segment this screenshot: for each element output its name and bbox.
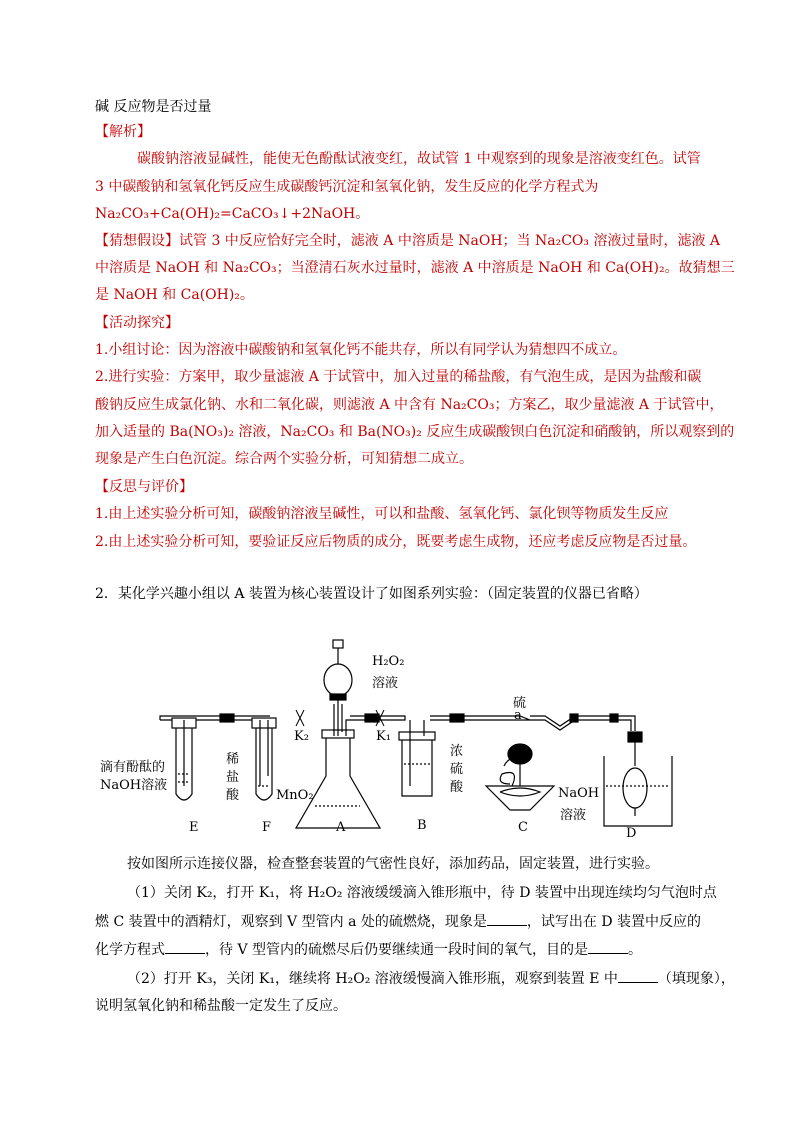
h2o2-label-1: H₂O₂ — [372, 654, 405, 669]
activity-line-1: 1.小组讨论：因为溶液中碳酸钠和氢氧化钙不能共存，所以有同学认为猜想四不成立。 — [95, 342, 627, 358]
q3a-text: （2）打开 K₃，关闭 K₁，继续将 H₂O₂ 溶液缓慢滴入锥形瓶，观察到装置 E 中 — [127, 971, 618, 987]
hypothesis-text-1: 试管 3 中反应恰好完全时，滤液 A 中溶质是 NaOH；当 Na₂CO₃ 溶液过量时，滤液 A — [179, 233, 721, 249]
reflection-line-1: 1.由上述实验分析可知，碳酸钠溶液呈碱性，可以和盐酸、氢氧化钙、氯化钡等物质发生反应 — [95, 506, 669, 522]
b-desc-2: 硫 — [450, 762, 464, 777]
heading-reflection: 【反思与评价】 — [95, 479, 193, 495]
question-para-1: 按如图所示连接仪器，检查整套装置的气密性良好，添加药品，固定装置，进行实验。 — [127, 856, 659, 872]
q2c-end: 。 — [628, 942, 643, 958]
b-desc-1: 浓 — [450, 744, 464, 759]
point-a-label: a — [514, 708, 522, 723]
hypothesis-line-1 — [95, 231, 720, 251]
heading-activity: 【活动探究】 — [95, 315, 179, 331]
question-title: 2．某化学兴趣小组以 A 装置为核心装置设计了如图系列实验：（固定装置的仪器已省略） — [95, 586, 648, 602]
heading-analysis: 【解析】 — [95, 124, 151, 140]
label-f: F — [262, 820, 272, 835]
label-c: C — [518, 820, 528, 835]
analysis-line-1: 碳酸钠溶液显碱性，能使无色酚酞试液变红，故试管 1 中观察到的现象是溶液变红色。试管 — [137, 151, 701, 167]
f-desc-2: 盐 — [226, 770, 240, 785]
question-para-3a — [127, 968, 735, 989]
label-d: D — [626, 826, 637, 841]
d-desc-2: 溶液 — [560, 808, 587, 823]
f-desc-3: 酸 — [226, 788, 240, 803]
q2b-end: ，试写出在 D 装置中反应的 — [526, 914, 701, 930]
activity-line-4: 加入适量的 Ba(NO₃)₂ 溶液，Na₂CO₃ 和 Ba(NO₃)₂ 反应生成碳酸钡白色沉淀和硝酸钠，所以观察到的 — [95, 424, 735, 440]
question-para-2a: （1）关闭 K₂，打开 K₁，将 H₂O₂ 溶液缓缓滴入锥形瓶中，待 D 装置中出现连续均匀气泡时点 — [127, 885, 717, 901]
q2c-mid: ，待 V 型管内的硫燃尽后仍要继续通一段时间的氧气，目的是 — [205, 942, 589, 958]
label-b: B — [417, 818, 427, 833]
reflection-line-2: 2.由上述实验分析可知，要验证反应后物质的成分，既要考虑生成物，还应考虑反应物是否过量。 — [95, 534, 697, 550]
heading-hypothesis: 【猜想假设】 — [95, 233, 179, 249]
k2-label: K₂ — [294, 729, 309, 744]
f-desc-1: 稀 — [226, 752, 240, 767]
hypothesis-line-3: 是 NaOH 和 Ca(OH)₂。 — [95, 287, 254, 303]
sulfur-label: 硫 — [513, 696, 527, 711]
activity-line-5: 现象是产生白色沉淀。综合两个实验分析，可知猜想二成立。 — [95, 451, 473, 467]
label-e: E — [189, 820, 199, 835]
q2c-text: 化学方程式 — [95, 942, 165, 958]
answer-line: 碱 反应物是否过量 — [95, 99, 212, 115]
h2o2-label-2: 溶液 — [372, 676, 399, 691]
analysis-line-3: Na₂CO₃+Ca(OH)₂=CaCO₃↓+2NaOH。 — [95, 206, 370, 222]
e-desc-1: 滴有酚酞的 — [100, 760, 166, 775]
answer-blank-4[interactable] — [618, 968, 658, 983]
analysis-line-2: 3 中碳酸钠和氢氧化钙反应生成碳酸钙沉淀和氢氧化钠，发生反应的化学方程式为 — [95, 179, 599, 195]
hypothesis-line-2: 中溶质是 NaOH 和 Na₂CO₃；当澄清石灰水过量时，滤液 A 中溶质是 NaOH 和 Ca(OH)₂。故猜想三 — [95, 260, 735, 276]
d-desc-1: NaOH — [558, 786, 600, 801]
answer-blank-3[interactable] — [588, 939, 628, 954]
q2b-text: 燃 C 装置中的酒精灯，观察到 V 型管内 a 处的硫燃烧，现象是 — [95, 914, 487, 930]
answer-blank-2[interactable] — [165, 939, 205, 954]
activity-line-2: 2.进行实验：方案甲，取少量滤液 A 于试管中，加入过量的稀盐酸，有气泡生成，是因为盐酸和碳 — [95, 369, 702, 385]
question-para-2c — [95, 939, 642, 960]
question-para-3b: 说明氢氧化钠和稀盐酸一定发生了反应。 — [95, 998, 347, 1014]
q3a-end: （填现象）， — [657, 971, 735, 987]
k1-label: K₁ — [376, 729, 391, 744]
label-a: A — [336, 820, 346, 835]
apparatus-diagram — [90, 636, 700, 841]
b-desc-3: 酸 — [450, 780, 464, 795]
mno2-label: MnO₂ — [276, 788, 314, 803]
e-desc-2: NaOH溶液 — [100, 778, 168, 793]
question-para-2b — [95, 911, 701, 932]
activity-line-3: 酸钠反应生成氯化钠、水和二氧化碳，则滤液 A 中含有 Na₂CO₃；方案乙，取少量滤液 A 于试管中， — [95, 397, 724, 413]
answer-blank-1[interactable] — [487, 911, 527, 926]
